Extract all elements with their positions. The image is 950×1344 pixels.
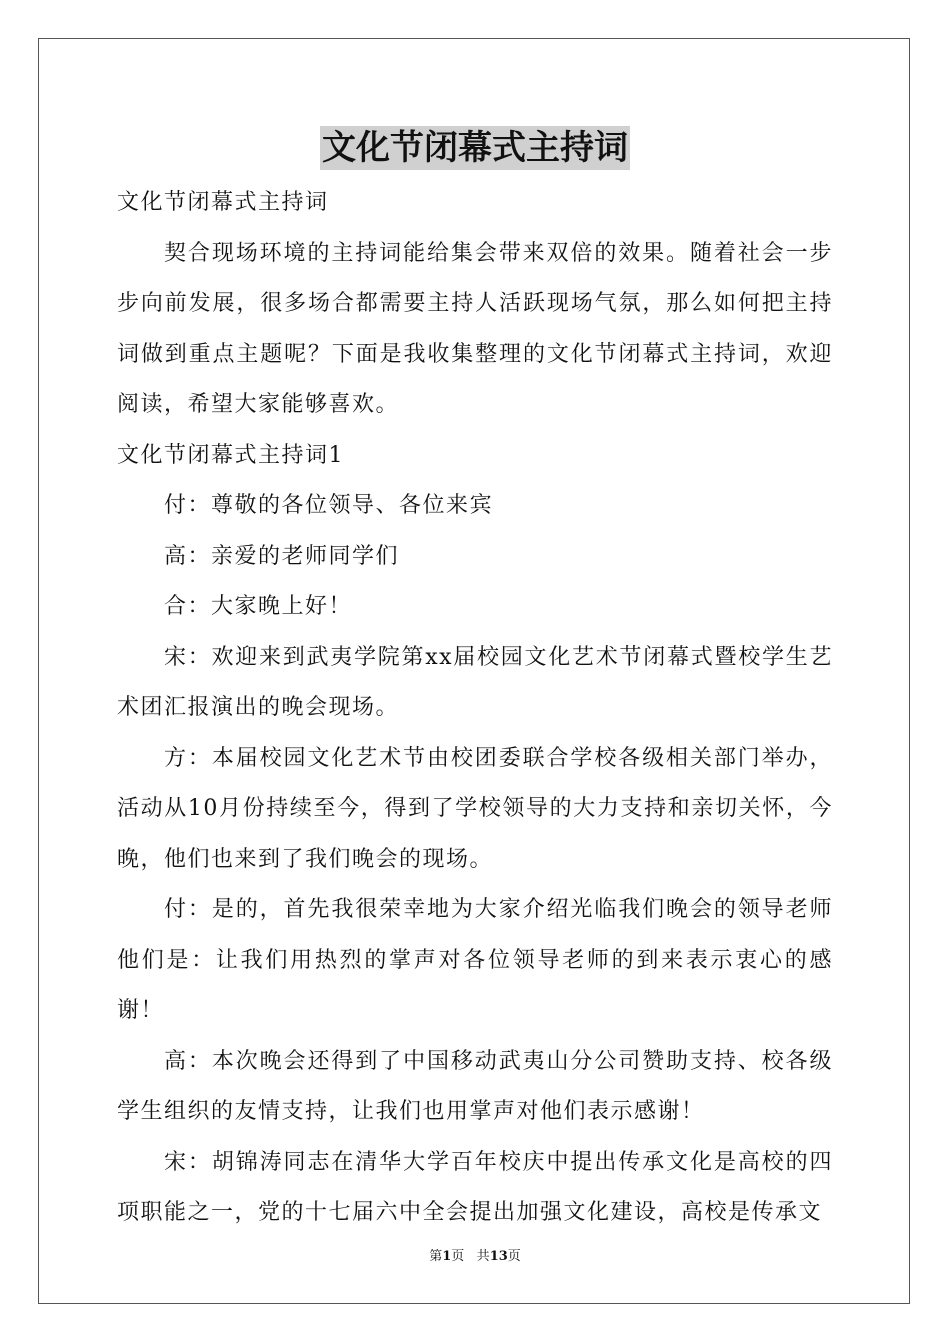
footer-total-prefix: 共 [476, 1249, 490, 1264]
footer-current-page: 1 [442, 1249, 452, 1264]
paragraph-line: 高：本次晚会还得到了中国移动武夷山分公司赞助支持、校各级学生组织的友情支持，让我们也用掌声对他们表示感谢！ [117, 1048, 833, 1124]
footer-page-unit: 页 [451, 1249, 465, 1264]
paragraph-line: 宋：欢迎来到武夷学院第xx届校园文化艺术节闭幕式暨校学生艺术团汇报演出的晚会现场。 [117, 644, 833, 720]
paragraph-section-heading: 文化节闭幕式主持词1 [117, 442, 344, 468]
document-title: 文化节闭幕式主持词 [322, 128, 628, 168]
paragraph-line: 合：大家晚上好！ [164, 594, 353, 619]
paragraph-subtitle: 文化节闭幕式主持词 [117, 190, 329, 215]
page-footer [0, 1248, 950, 1266]
footer-total-unit: 页 [507, 1249, 521, 1264]
footer-total-pages: 13 [489, 1249, 508, 1264]
footer-prefix: 第 [429, 1249, 443, 1264]
paragraph-line: 付：尊敬的各位领导、各位来宾 [164, 493, 494, 518]
paragraph-intro: 契合现场环境的主持词能给集会带来双倍的效果。随着社会一步步向前发展，很多场合都需要主持人活跃现场气氛，那么如何把主持词做到重点主题呢？下面是我收集整理的文化节闭幕式主持词，欢迎阅读，希望大家能够喜欢。 [117, 240, 833, 417]
paragraph-line: 方：本届校园文化艺术节由校团委联合学校各级相关部门举办，活动从10月份持续至今，得到了学校领导的大力支持和亲切关怀，今晚，他们也来到了我们晚会的现场。 [117, 745, 833, 872]
title-area [0, 126, 950, 170]
paragraph-line: 付：是的，首先我很荣幸地为大家介绍光临我们晚会的领导老师他们是：让我们用热烈的掌声对各位领导老师的到来表示衷心的感谢！ [117, 897, 833, 1023]
paragraph-line: 宋：胡锦涛同志在清华大学百年校庆中提出传承文化是高校的四项职能之一，党的十七届六中全会提出加强文化建设，高校是传承文 [117, 1149, 833, 1225]
document-body [117, 178, 833, 1239]
paragraph-line: 高：亲爱的老师同学们 [164, 543, 400, 569]
